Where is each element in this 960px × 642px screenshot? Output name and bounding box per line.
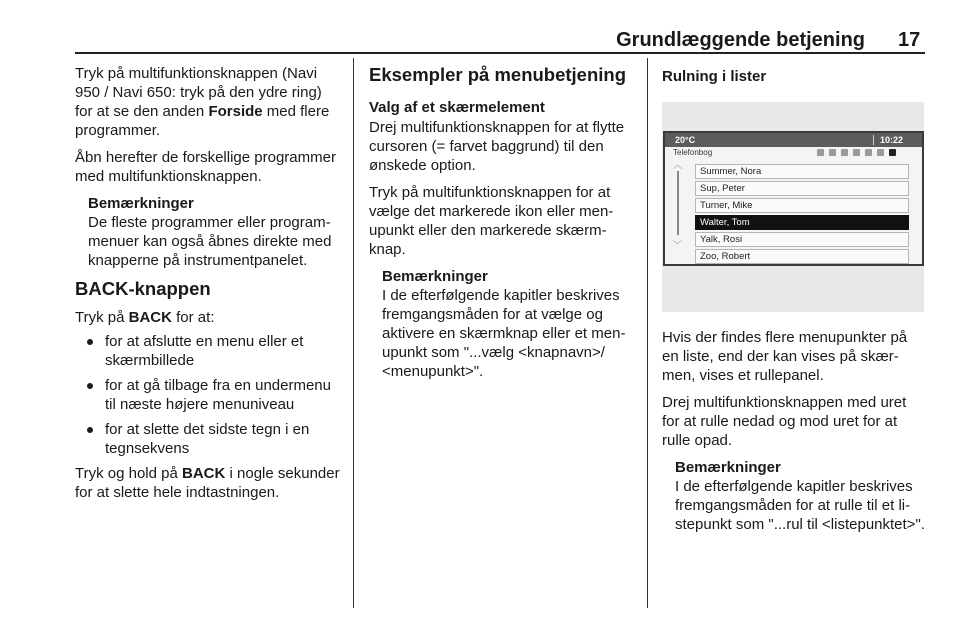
phone-icon [877, 149, 884, 156]
forside-term: Forside [208, 103, 263, 120]
phonebook-screenshot [662, 102, 924, 312]
list-item: for at gå tilbage fra en undermenu til næste højere menuniveau [75, 376, 343, 414]
back-term: BACK [128, 309, 172, 326]
wifi-icon [817, 149, 824, 156]
infotainment-screen [663, 131, 924, 266]
note-box [88, 194, 343, 270]
screen-title: Telefonbog [673, 148, 713, 157]
screen-status-bar [665, 133, 922, 147]
mute-icon [853, 149, 860, 156]
page-number: 17 [898, 29, 921, 51]
paragraph-forside: Tryk på multifunktionsknappen (Navi 950 / Navi 650: tryk på den ydre ring) for at se den anden Forside med flere programmer. [75, 65, 330, 139]
paragraph-rotate-knob: Drej multifunktionsknappen for at flytte cursoren (= farvet baggrund) til den ønskede option. [369, 119, 625, 174]
subheading-scroll-lists: Rulning i lister [662, 68, 767, 85]
note-text: De fleste programmer eller programmenuer kan også åbnes direkte med knapperne på instrumentpanelet. [88, 214, 332, 269]
status-icons [817, 149, 896, 156]
column-divider-right [647, 58, 648, 608]
back-term: BACK [182, 465, 226, 482]
list-item[interactable]: Yalk, Rosi [695, 232, 909, 247]
list-item: for at afslutte en menu eller et skærmbillede [75, 332, 343, 370]
header-divider [75, 52, 925, 54]
column-divider-left [353, 58, 354, 608]
message-icon [829, 149, 836, 156]
scrollbar[interactable] [677, 171, 679, 235]
temperature-readout: 20°C [675, 135, 696, 145]
paragraph-press-knob: Tryk på multifunktionsknappen for at vælge det markerede ikon eller menupunkt eller den markerede skærmknap. [369, 184, 614, 258]
column-middle [369, 64, 634, 389]
volume-icon [865, 149, 872, 156]
note-title: Bemærkninger [88, 195, 194, 212]
paragraph-scrollbar: Hvis der findes flere menupunkter på en liste, end der kan vises på skærmen, vises et rullepanel. [662, 329, 908, 384]
paragraph-back-intro: Tryk på BACK for at: [75, 309, 215, 326]
contact-list [695, 164, 909, 266]
list-item[interactable]: Turner, Mike [695, 198, 909, 213]
list-item[interactable]: Summer, Nora [695, 164, 909, 179]
list-item[interactable]: Zoo, Robert [695, 249, 909, 264]
list-item[interactable]: Sup, Peter [695, 181, 909, 196]
status-separator [873, 135, 874, 145]
paragraph-open-programs: Åbn herefter de forskellige programmer med multifunktionsknappen. [75, 149, 336, 185]
note-text: I de efterfølgende kapitler beskrives fremgangsmåden for at vælge og aktivere en skærmknap eller et menupunkt som "...vælg <knapnavn>/ <menupunkt>". [382, 287, 626, 380]
column-right [662, 64, 926, 542]
screen-title-bar [665, 147, 922, 159]
note-box [382, 267, 634, 381]
chevron-down-icon[interactable]: ﹀ [673, 240, 683, 250]
subheading-select-element: Valg af et skærmelement [369, 99, 545, 116]
note-title: Bemærkninger [382, 268, 488, 285]
note-title: Bemærkninger [675, 459, 781, 476]
note-text: I de efterfølgende kapitler beskrives fremgangsmåden for at rulle til et listepunkt som "...rul til <listepunktet>". [675, 478, 925, 533]
back-bullet-list [75, 332, 343, 458]
section-heading-back: BACK-knappen [75, 278, 211, 299]
section-heading-menu-examples: Eksempler på menubetjening [369, 64, 627, 85]
chevron-up-icon[interactable]: ︿ [673, 160, 683, 170]
chapter-title: Grundlæggende betjening [616, 29, 865, 51]
column-left [75, 64, 343, 510]
list-item-selected[interactable]: Walter, Tom [695, 215, 909, 230]
battery-icon [889, 149, 896, 156]
note-box [675, 458, 926, 534]
list-item: for at slette det sidste tegn i en tegnsekvens [75, 420, 343, 458]
paragraph-back-hold: Tryk og hold på BACK i nogle sekunder for at slette hele indtastningen. [75, 465, 340, 501]
signal-icon [841, 149, 848, 156]
paragraph-scroll-direction: Drej multifunktionsknappen med uret for at rulle nedad og mod uret for at rulle opad. [662, 394, 907, 449]
clock-readout: 10:22 [880, 135, 904, 145]
